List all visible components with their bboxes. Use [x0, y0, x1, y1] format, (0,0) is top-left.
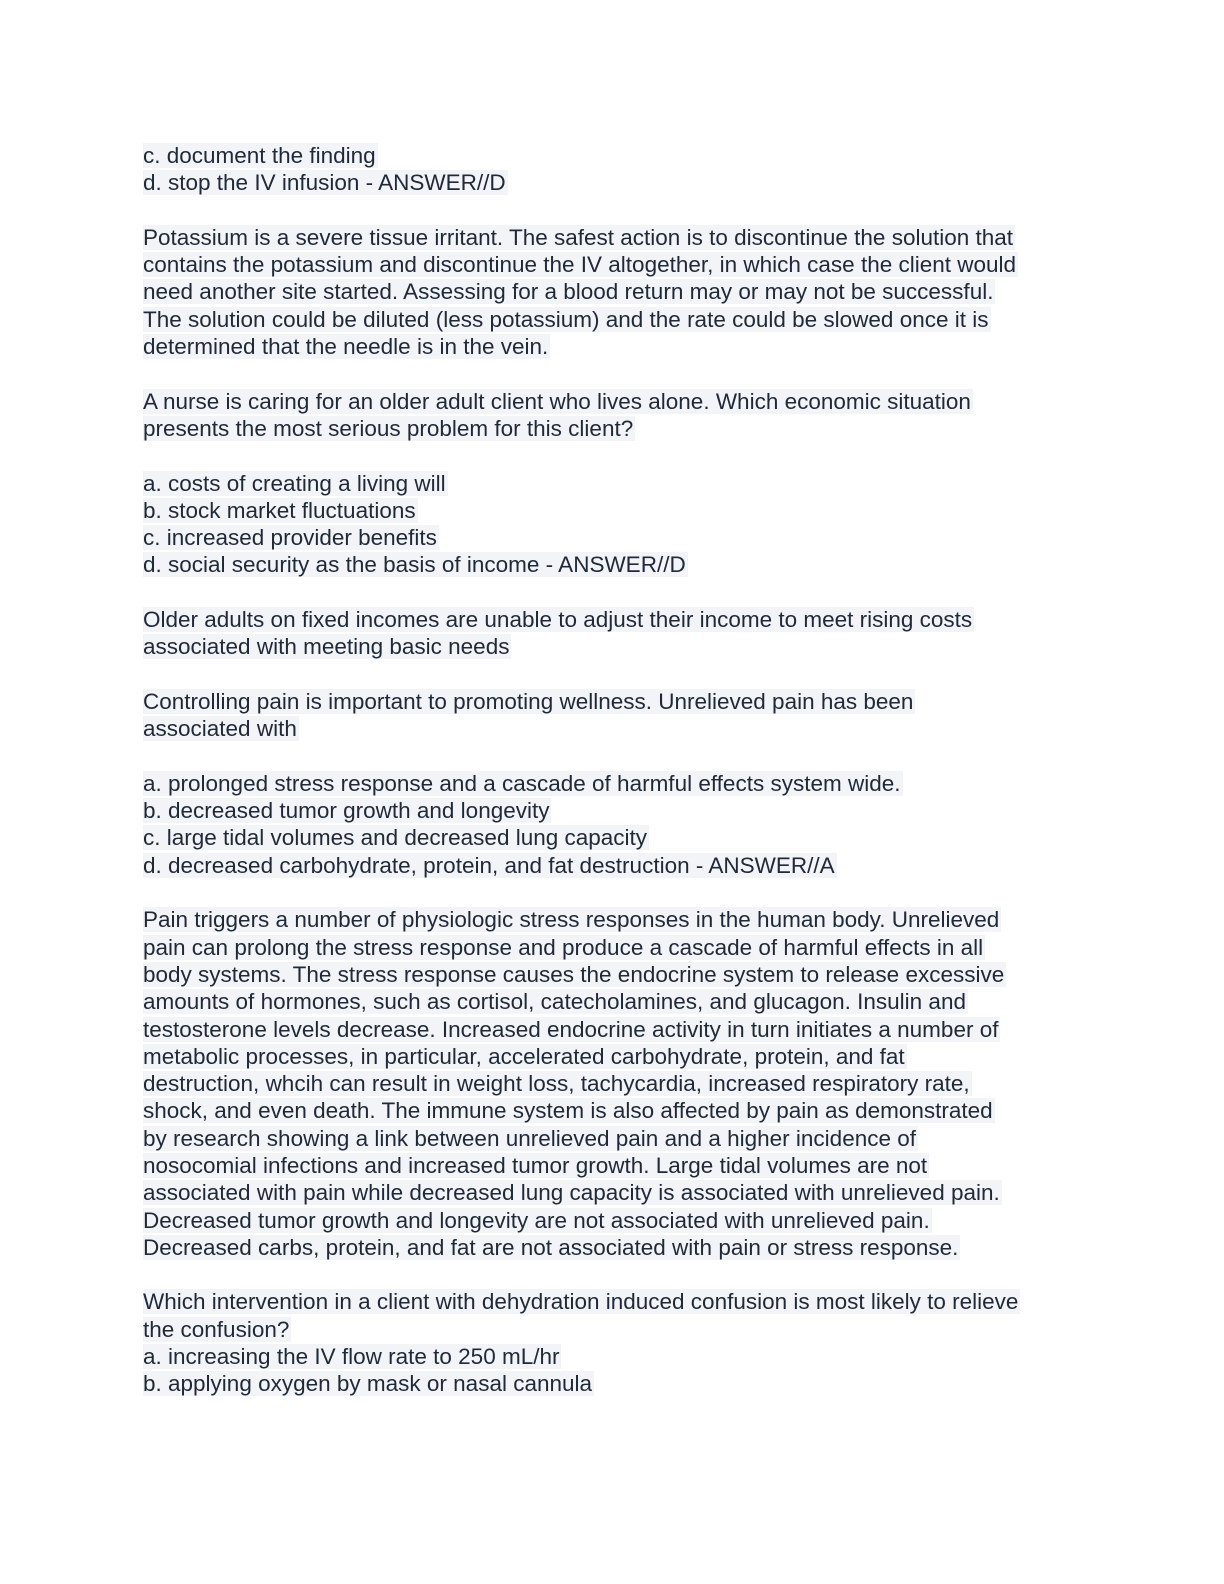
option-d-answer: d. stop the IV infusion - ANSWER//D — [143, 170, 506, 196]
rationale-line: need another site started. Assessing for a blood return may or may not be successful. — [143, 279, 994, 305]
spacer — [143, 661, 1083, 688]
spacer — [143, 442, 1083, 469]
question-line: presents the most serious problem for this client? — [143, 415, 634, 441]
question-line: Controlling pain is important to promoting wellness. Unrelieved pain has been — [143, 688, 914, 714]
rationale-line: testosterone levels decrease. Increased endocrine activity in turn initiates a number of — [143, 1016, 999, 1042]
question-line: associated with — [143, 716, 297, 742]
rationale-line: pain can prolong the stress response and produce a cascade of harmful effects in all — [143, 934, 984, 960]
question-1-rationale — [143, 224, 1083, 360]
rationale-line: Older adults on fixed incomes are unable to adjust their income to meet rising costs — [143, 607, 973, 633]
question-2-stem — [143, 388, 1083, 443]
rationale-line: Pain triggers a number of physiologic stress responses in the human body. Unrelieved — [143, 907, 1000, 933]
rationale-line: The solution could be diluted (less potassium) and the rate could be slowed once it is — [143, 306, 989, 332]
option-c: c. large tidal volumes and decreased lung capacity — [143, 825, 648, 851]
question-line: A nurse is caring for an older adult client who lives alone. Which economic situation — [143, 388, 971, 414]
question-3-options — [143, 770, 1083, 879]
rationale-line: Decreased tumor growth and longevity are not associated with unrelieved pain. — [143, 1207, 930, 1233]
spacer — [143, 579, 1083, 606]
option-b: b. stock market fluctuations — [143, 497, 416, 523]
spacer — [143, 360, 1083, 387]
rationale-line: contains the potassium and discontinue the IV altogether, in which case the client would — [143, 252, 1017, 278]
option-a: a. costs of creating a living will — [143, 470, 446, 496]
spacer — [143, 743, 1083, 770]
rationale-line: by research showing a link between unrelieved pain and a higher incidence of — [143, 1125, 916, 1151]
question-1-options — [143, 142, 1083, 197]
option-b: b. applying oxygen by mask or nasal cannula — [143, 1371, 593, 1397]
rationale-line: Decreased carbs, protein, and fat are not associated with pain or stress response. — [143, 1234, 959, 1260]
spacer — [143, 879, 1083, 906]
rationale-line: nosocomial infections and increased tumor growth. Large tidal volumes are not — [143, 1152, 928, 1178]
question-3-stem — [143, 688, 1083, 743]
option-d: d. decreased carbohydrate, protein, and fat destruction - ANSWER//A — [143, 852, 835, 878]
option-b: b. decreased tumor growth and longevity — [143, 798, 550, 824]
rationale-line: associated with pain while decreased lung capacity is associated with unrelieved pain. — [143, 1180, 1000, 1206]
option-a-answer: a. prolonged stress response and a cascade of harmful effects system wide. — [143, 770, 901, 796]
question-2-rationale — [143, 606, 1083, 661]
rationale-line: Potassium is a severe tissue irritant. The safest action is to discontinue the solution that — [143, 224, 1014, 250]
question-line: the confusion? — [143, 1316, 290, 1342]
rationale-line: shock, and even death. The immune system is also affected by pain as demonstrated — [143, 1098, 993, 1124]
document-page — [143, 142, 1083, 1398]
option-c: c. document the finding — [143, 143, 376, 168]
rationale-line: metabolic processes, in particular, accelerated carbohydrate, protein, and fat — [143, 1043, 905, 1069]
question-4-stem — [143, 1288, 1083, 1343]
question-2-options — [143, 470, 1083, 579]
question-3-rationale — [143, 906, 1083, 1261]
option-c: c. increased provider benefits — [143, 525, 437, 551]
spacer — [143, 1261, 1083, 1288]
option-a: a. increasing the IV flow rate to 250 mL/hr — [143, 1344, 560, 1370]
rationale-line: determined that the needle is in the vein. — [143, 334, 549, 360]
option-d-answer: d. social security as the basis of income - ANSWER//D — [143, 552, 686, 578]
rationale-line: amounts of hormones, such as cortisol, catecholamines, and glucagon. Insulin and — [143, 989, 966, 1015]
rationale-line: associated with meeting basic needs — [143, 634, 510, 660]
question-4-options — [143, 1343, 1083, 1398]
rationale-line: destruction, whcih can result in weight loss, tachycardia, increased respiratory rate, — [143, 1071, 970, 1097]
rationale-line: body systems. The stress response causes the endocrine system to release excessive — [143, 961, 1005, 987]
question-line: Which intervention in a client with dehydration induced confusion is most likely to relieve — [143, 1289, 1019, 1315]
spacer — [143, 197, 1083, 224]
